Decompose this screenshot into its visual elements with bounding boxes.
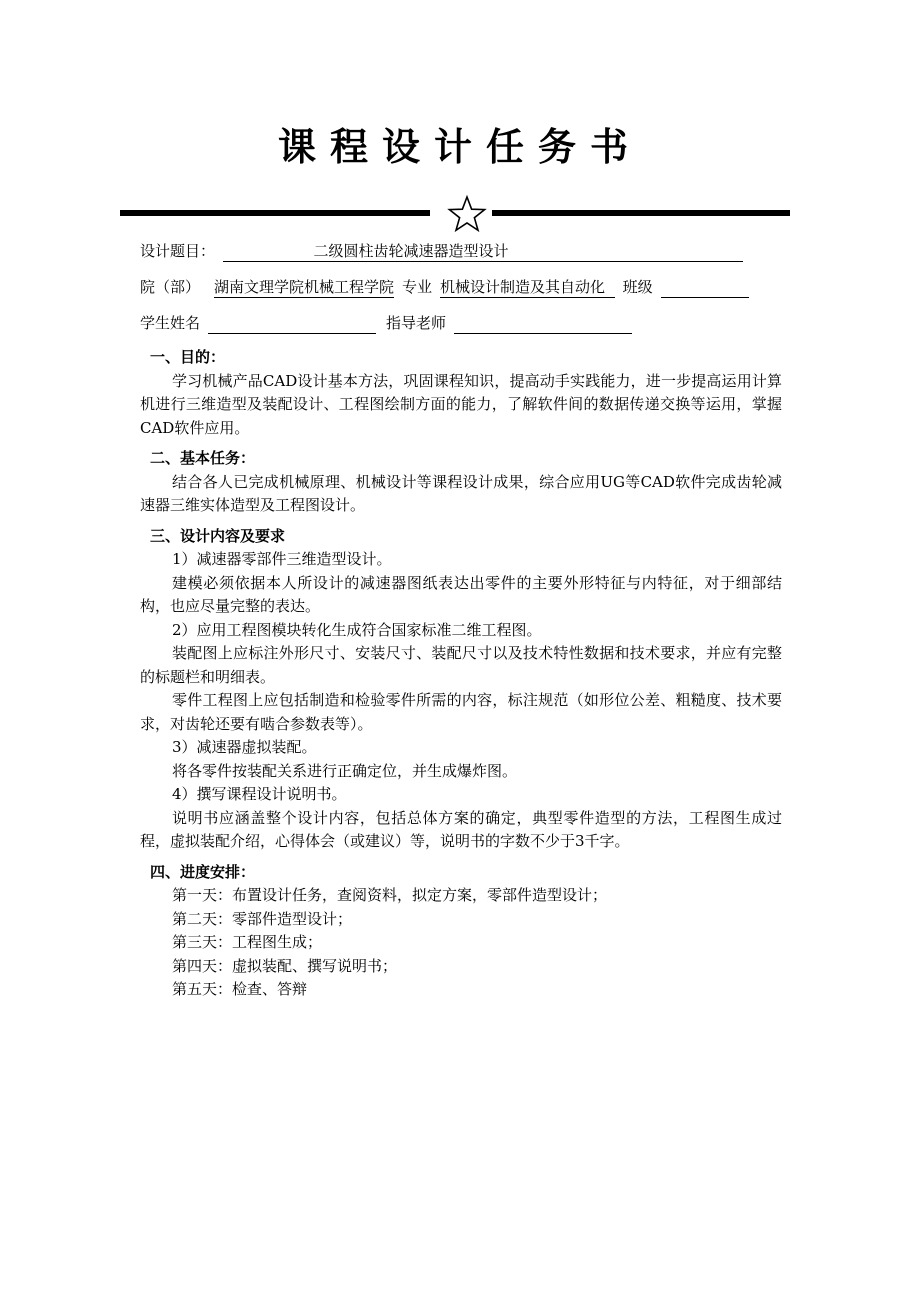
list-item: 2）应用工程图模块转化生成符合国家标准二维工程图。 <box>172 620 542 639</box>
major-label: 专业 <box>402 278 433 296</box>
dept-row <box>140 276 749 298</box>
schedule-item: 第三天：工程图生成； <box>172 933 323 951</box>
divider-rule-right <box>492 210 790 216</box>
paragraph: 零件工程图上应包括制造和检验零件所需的内容，标注规范（如形位公差、粗糙度、技术要求，对齿轮还要有啮合参数表等）。 <box>140 691 782 733</box>
advisor-label: 指导老师 <box>386 314 447 332</box>
section-heading-schedule: 四、进度安排： <box>150 862 256 881</box>
major-value: 机械设计制造及其自动化 <box>440 278 606 296</box>
schedule-item: 第四天：虚拟装配、撰写说明书； <box>172 956 398 975</box>
section-heading-tasks: 二、基本任务： <box>150 449 256 467</box>
document-body <box>140 346 782 1002</box>
title-divider <box>120 195 790 235</box>
student-field[interactable] <box>208 313 376 334</box>
major-field[interactable] <box>440 277 615 298</box>
paragraph: 说明书应涵盖整个设计内容，包括总体方案的确定，典型零件造型的方法，工程图生成过程，虚拟装配介绍，心得体会（或建议）等，说明书的字数不少于3千字。 <box>140 808 782 850</box>
topic-label: 设计题目： <box>140 242 216 260</box>
paragraph: 建模必须依据本人所设计的减速器图纸表达出零件的主要外形特征与内特征，对于细部结构，也应尽量完整的表达。 <box>140 573 782 615</box>
student-row <box>140 312 632 334</box>
list-item: 3）减速器虚拟装配。 <box>172 738 317 756</box>
class-label: 班级 <box>622 278 653 296</box>
schedule-item: 第二天：零部件造型设计； <box>172 909 353 928</box>
schedule-item: 第一天：布置设计任务，查阅资料，拟定方案，零部件造型设计； <box>172 886 608 904</box>
star-icon <box>447 195 487 233</box>
paragraph: 结合各人已完成机械原理、机械设计等课程设计成果，综合应用UG等CAD软件完成齿轮减速器三维实体造型及工程图设计。 <box>140 472 782 514</box>
list-item: 1）减速器零部件三维造型设计。 <box>172 550 392 568</box>
list-item: 4）撰写课程设计说明书。 <box>172 785 347 803</box>
paragraph: 将各零件按装配关系进行正确定位，并生成爆炸图。 <box>172 761 518 780</box>
dept-label: 院（部） <box>140 278 201 296</box>
document-title: 课程设计任务书 <box>277 124 642 169</box>
paragraph: 学习机械产品CAD设计基本方法，巩固课程知识，提高动手实践能力，进一步提高运用计算机进行三维造型及装配设计、工程图绘制方面的能力，了解软件间的数据传递交换等运用，掌握CAD软件应用。 <box>140 371 782 437</box>
schedule-item: 第五天：检查、答辩 <box>172 980 308 998</box>
section-heading-content: 三、设计内容及要求 <box>150 526 286 545</box>
class-field[interactable] <box>661 277 749 298</box>
topic-field[interactable] <box>223 241 743 262</box>
dept-field[interactable] <box>214 277 394 298</box>
student-label: 学生姓名 <box>140 314 201 332</box>
advisor-field[interactable] <box>454 313 632 334</box>
section-heading-purpose: 一、目的： <box>150 348 226 366</box>
divider-rule-left <box>120 210 430 216</box>
dept-value: 湖南文理学院机械工程学院 <box>214 278 395 296</box>
topic-value: 二级圆柱齿轮减速器造型设计 <box>313 242 509 260</box>
paragraph: 装配图上应标注外形尺寸、安装尺寸、装配尺寸以及技术特性数据和技术要求，并应有完整的标题栏和明细表。 <box>140 644 782 686</box>
topic-row <box>140 240 743 262</box>
